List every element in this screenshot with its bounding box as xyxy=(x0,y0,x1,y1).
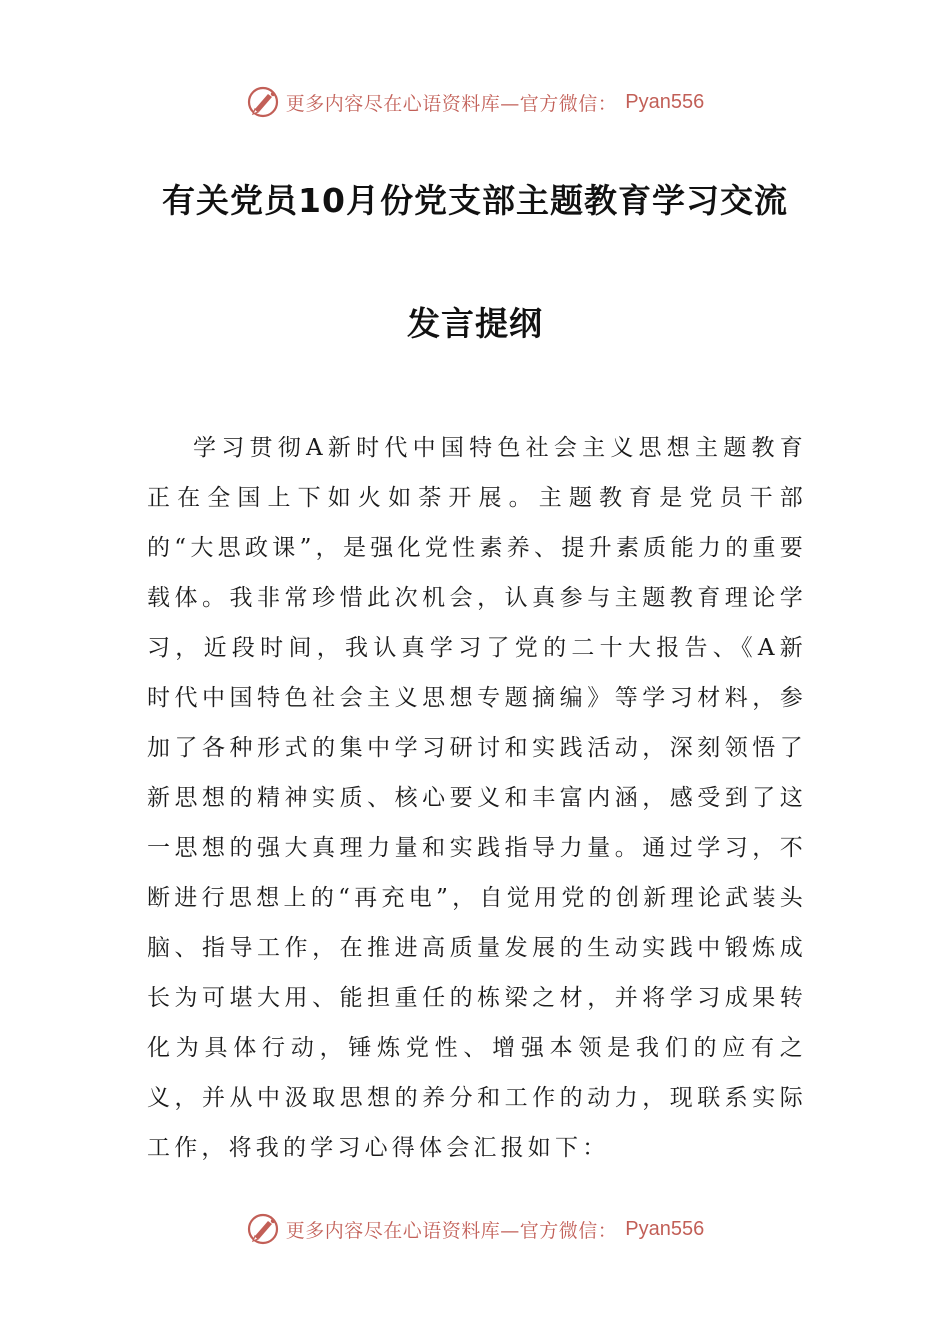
body-paragraph: 学习贯彻A新时代中国特色社会主义思想主题教育正在全国上下如火如荼开展。主题教育是党员干部的“大思政课”，是强化党性素养、提升素质能力的重要载体。我非常珍惜此次机会，认真参与主题教育理论学习，近段时间，我认真学习了党的二十大报告、《A新时代中国特色社会主义思想专题摘编》等学习材料，参加了各种形式的集中学习研讨和实践活动，深刻领悟了新思想的精神实质、核心要义和丰富内涵，感受到了这一思想的强大真理力量和实践指导力量。通过学习，不断进行思想上的“再充电”，自觉用党的创新理论武装头脑、指导工作，在推进高质量发展的生动实践中锻炼成长为可堪大用、能担重任的栋梁之材，并将学习成果转化为具体行动，锤炼党性、增强本领是我们的应有之义，并从中汲取思想的养分和工作的动力，现联系实际工作，将我的学习心得体会汇报如下： xyxy=(147,435,807,1161)
document-title-line-2: 发言提纲 xyxy=(407,304,543,343)
footer-watermark xyxy=(0,1209,950,1249)
document-title-line-1: 有关党员10月份党支部主题教育学习交流 xyxy=(162,181,788,220)
watermark-wechat-id: Pyan556 xyxy=(625,1217,705,1240)
watermark-wechat-id: Pyan556 xyxy=(625,90,705,113)
header-watermark xyxy=(0,82,950,122)
watermark-text: 更多内容尽在心语资料库—官方微信： xyxy=(285,92,618,115)
watermark-text: 更多内容尽在心语资料库—官方微信： xyxy=(285,1219,618,1242)
pen-logo-icon xyxy=(246,1212,280,1246)
pen-logo-icon xyxy=(246,85,280,119)
